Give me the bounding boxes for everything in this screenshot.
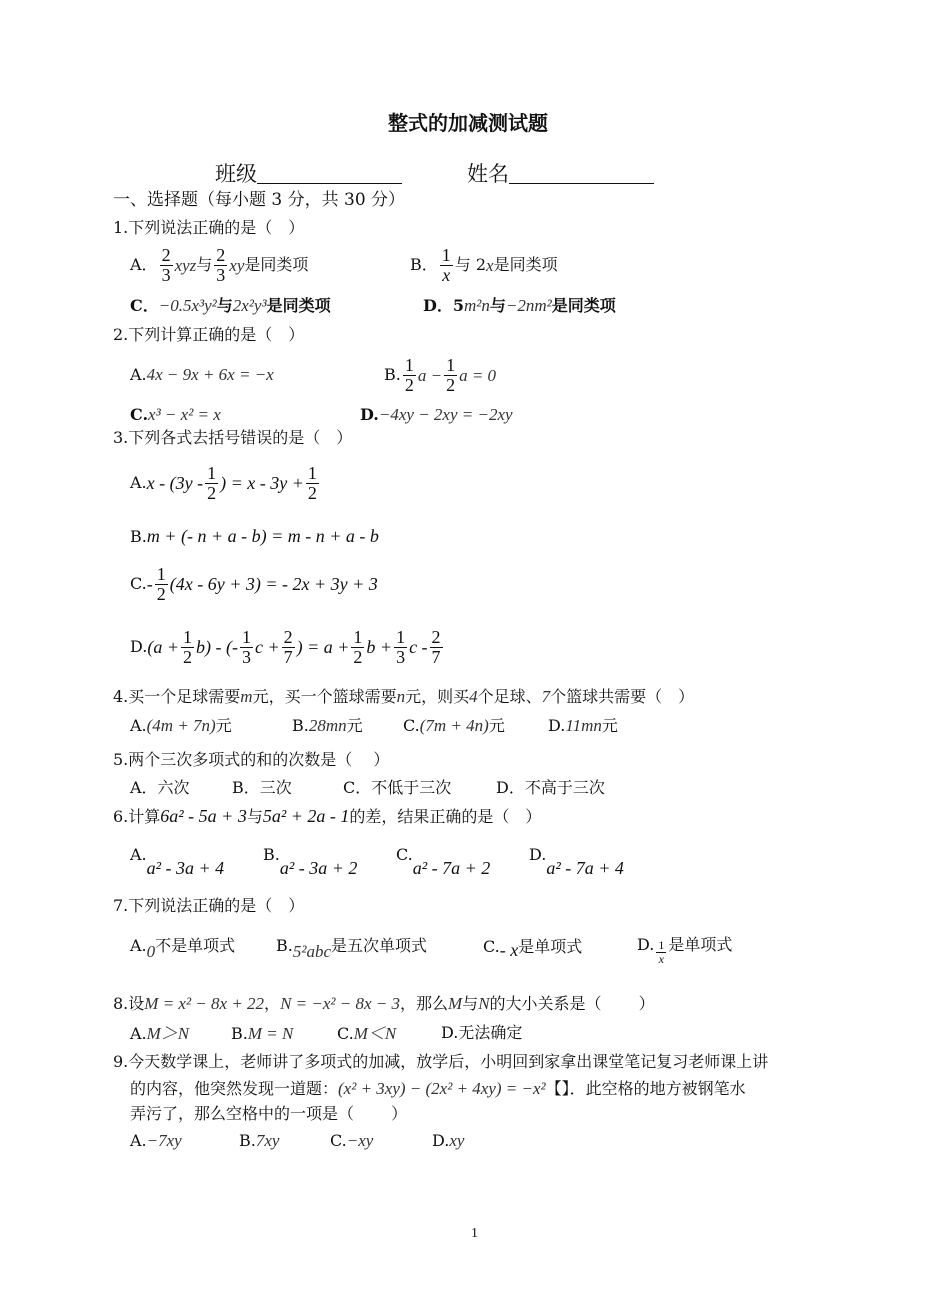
fraction: $\frac{1}{x}$: [441, 245, 451, 285]
fraction: $\frac{1}{2}$: [207, 463, 217, 503]
q2-stem: 2.下列计算正确的是（ ）: [113, 325, 305, 344]
q8-option-c: C.M＜N: [337, 1024, 397, 1043]
q2-option-c: C.x³ − x² = x: [130, 405, 221, 424]
q5-stem: 5.两个三次多项式的和的次数是（ ）: [113, 750, 390, 769]
q8-option-b: B.M = N: [231, 1024, 294, 1043]
fraction: $\frac{1}{2}$: [353, 627, 363, 667]
fraction: $\frac{2}{3}$: [216, 245, 226, 285]
q7-option-a: A.0不是单项式: [130, 936, 236, 961]
q3-stem: 3.下列各式去括号错误的是（ ）: [113, 428, 353, 447]
section-heading: 一、选择题（每小题 3 分，共 30 分）: [113, 190, 406, 210]
class-label: 班级: [215, 162, 257, 186]
fraction: $\frac{1}{2}$: [404, 355, 414, 395]
q1-option-b: B． $\frac{1}{x}$ 与 2 x 是同类项: [410, 245, 558, 285]
q8-stem: 8.设M = x² − 8x + 22，N = −x² − 8x − 3，那么M与N的大小关系是（ ）: [113, 994, 655, 1013]
class-blank: [257, 163, 402, 184]
q5-option-a: A．六次: [130, 778, 190, 797]
q3-option-a: A. x - (3y - $\frac{1}{2}$ ) = x - 3y + $\frac{1}{2}$: [130, 463, 317, 503]
q3-option-d: D. (a + $\frac{1}{2}$ b) - (- $\frac{1}{3}$ c + $\frac{2}{7}$ ) = a + $\frac{1}{2}$ b + $\frac{1}{3}$ c - $\frac{2}{7}$: [130, 627, 441, 667]
q7-option-b: B.5²abc是五次单项式: [276, 936, 428, 961]
q4-option-d: D.11mn元: [548, 716, 618, 735]
q9-option-d: D.xy: [432, 1131, 465, 1150]
q9-option-a: A.−7xy: [130, 1131, 182, 1150]
q1-stem: 1.下列说法正确的是（ ）: [113, 218, 305, 237]
q1-option-d: D．5m²n与−2nm²是同类项: [423, 296, 616, 315]
fraction: $\frac{1}{3}$: [396, 627, 406, 667]
q8-option-d: D.无法确定: [441, 1023, 523, 1042]
q4-option-b: B.28mn元: [292, 716, 363, 735]
q4-option-c: C.(7m + 4n)元: [403, 716, 505, 735]
fraction: $\frac{1}{2}$: [446, 355, 456, 395]
fraction: $\frac{1}{3}$: [241, 627, 251, 667]
q1-option-c: C．−0.5x³y²与2x²y³是同类项: [130, 296, 331, 315]
fraction: $\frac{1}{2}$: [156, 564, 166, 604]
fraction: $\frac{2}{7}$: [431, 627, 441, 667]
name-field: [467, 163, 654, 185]
name-blank: [509, 163, 654, 184]
q6-option-b: B.a² - 3a + 2: [263, 845, 358, 878]
q8-option-a: A.M＞N: [130, 1024, 190, 1043]
q9-option-c: C.−xy: [330, 1131, 374, 1150]
q7-stem: 7.下列说法正确的是（ ）: [113, 896, 305, 915]
fraction: $\frac{2}{3}$: [161, 245, 171, 285]
q6-stem: 6.计算6a² - 5a + 3与5a² + 2a - 1的差，结果正确的是（ ）: [113, 806, 542, 826]
q2-option-a: A.4x − 9x + 6x = −x: [130, 365, 274, 384]
q5-option-b: B．三次: [232, 778, 292, 797]
page-title: 整式的加减测试题: [388, 111, 548, 135]
q2-option-b: B. $\frac{1}{2}$ a − $\frac{1}{2}$ a = 0: [384, 355, 497, 395]
q4-option-a: A.(4m + 7n)元: [130, 716, 232, 735]
fraction: $\frac{1}{2}$: [182, 627, 192, 667]
q3-option-c: C. - $\frac{1}{2}$ (4x - 6y + 3) = - 2x + 3y + 3: [130, 564, 378, 604]
page-number: 1: [471, 1226, 478, 1241]
q6-option-d: D.a² - 7a + 4: [529, 845, 624, 878]
q7-option-d: D. $\frac{1}{x}$ 是单项式: [637, 935, 733, 966]
fraction: $\frac{2}{7}$: [283, 627, 293, 667]
class-field: [215, 163, 402, 185]
q6-option-a: A.a² - 3a + 4: [130, 845, 225, 878]
q2-option-d: D.−4xy − 2xy = −2xy: [360, 405, 513, 424]
q9-line-1: 9.今天数学课上，老师讲了多项式的加减，放学后，小明回到家拿出课堂笔记复习老师课上讲: [113, 1052, 769, 1071]
q6-option-c: C.a² - 7a + 2: [396, 845, 491, 878]
fraction: $\frac{1}{x}$: [658, 938, 665, 966]
q9-line-2: 的内容，他突然发现一道题：(x² + 3xy) − (2x² + 4xy) = −x²【】．此空格的地方被钢笔水: [130, 1079, 746, 1098]
q3-option-b: B.m + (- n + a - b) = m - n + a - b: [130, 526, 379, 546]
q5-option-c: C．不低于三次: [343, 778, 452, 797]
q5-option-d: D．不高于三次: [496, 778, 605, 797]
q9-option-b: B.7xy: [239, 1131, 280, 1150]
q1-option-a: A． $\frac{2}{3}$ xyz 与 $\frac{2}{3}$ xy 是同类项: [130, 245, 309, 285]
q7-option-c: C.- x是单项式: [483, 937, 583, 960]
q9-line-3: 弄污了，那么空格中的一项是（ ）: [130, 1104, 408, 1123]
name-label: 姓名: [467, 162, 509, 186]
q4-stem: 4.买一个足球需要m元，买一个篮球需要n元，则买4个足球、7个篮球共需要（ ）: [113, 687, 695, 706]
fraction: $\frac{1}{2}$: [307, 463, 317, 503]
